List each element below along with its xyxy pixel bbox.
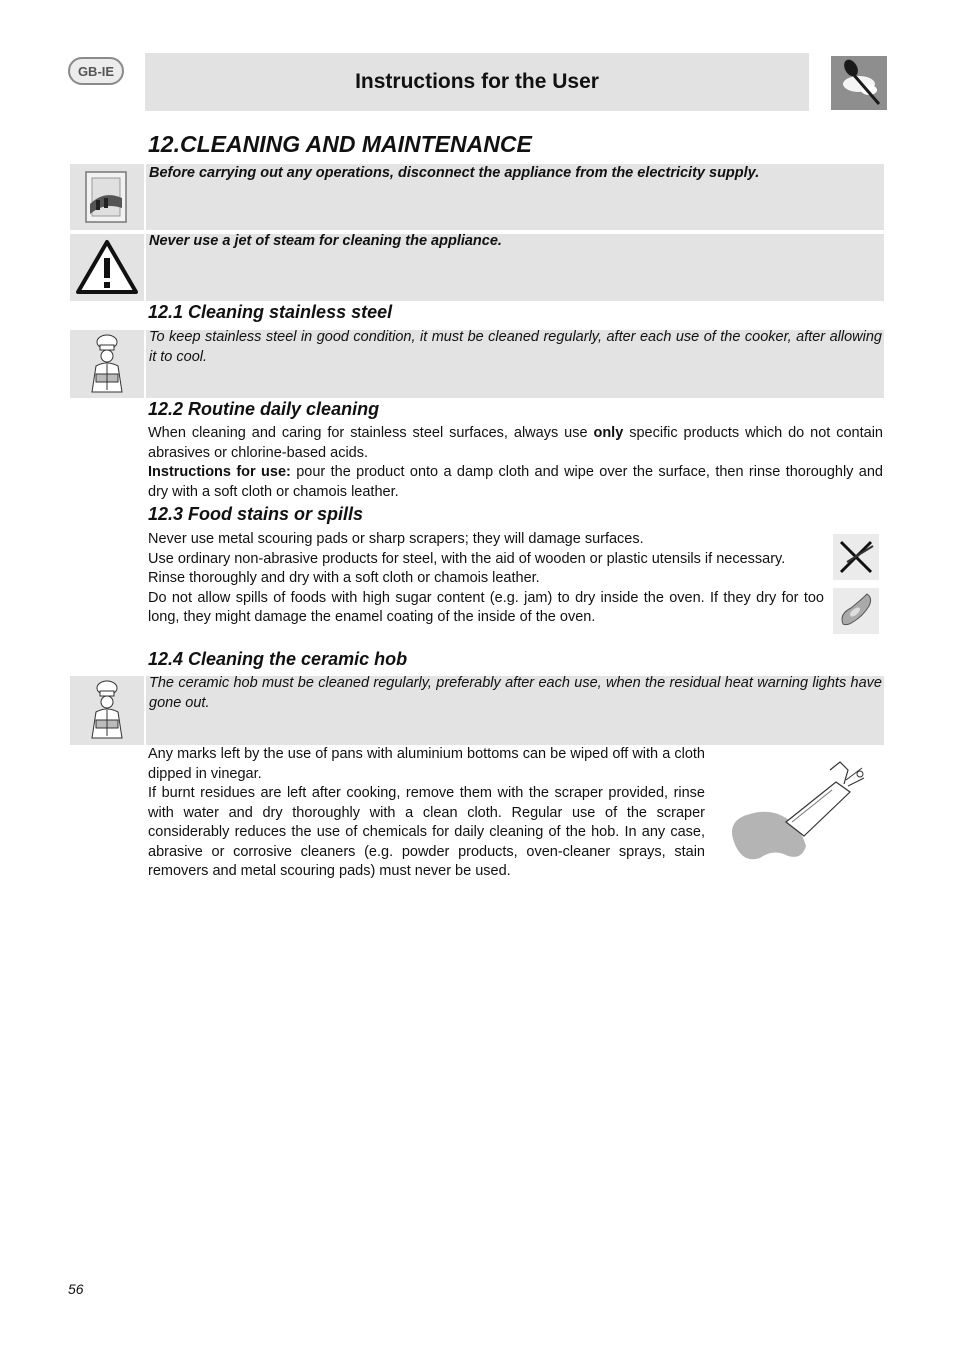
chef-icon-box-2 <box>70 676 144 745</box>
plug-socket-icon <box>70 164 144 230</box>
heading-ceramic-hob: 12.4 Cleaning the ceramic hob <box>148 649 408 669</box>
routine-cleaning-text <box>148 424 883 502</box>
ceramic-hob-note <box>146 676 884 745</box>
steam-warning-text: Never use a jet of steam for cleaning the appliance. <box>149 233 502 249</box>
food-stains-p3: Rinse thoroughly and dry with a soft cloth or chamois leather. <box>148 570 540 586</box>
disconnect-warning <box>146 164 884 230</box>
instructions-label: Instructions for use: <box>148 464 291 480</box>
plug-icon-box <box>70 164 144 230</box>
country-badge <box>68 57 124 85</box>
page-number: 56 <box>68 1281 84 1297</box>
disconnect-warning-text: Before carrying out any operations, disconnect the appliance from the electricity supply. <box>149 165 760 181</box>
steam-warning <box>146 234 884 301</box>
sponge-cloth-icon <box>833 588 879 634</box>
chef-icon <box>70 676 144 745</box>
header-bar <box>145 53 809 111</box>
ceramic-hob-p2: If burnt residues are left after cooking, remove them with the scraper provided, rinse with water and dry thoroughly with a clean cloth. Regular use of the scraper considerably reduces the use of chemicals for daily cleaning of the hob. In any case, abrasive or corrosive cleaners (e.g. powder products, oven-cleaner sprays, stain removers and metal scouring pads) must never be used. <box>148 785 705 879</box>
chef-icon <box>70 330 144 398</box>
heading-routine-daily-cleaning: 12.2 Routine daily cleaning <box>148 399 380 419</box>
ceramic-hob-note-text: The ceramic hob must be cleaned regularly, preferably after each use, when the residual heat warning lights have gone out. <box>149 675 882 711</box>
ceramic-hob-p1: Any marks left by the use of pans with aluminium bottoms can be wiped off with a cloth dipped in vinegar. <box>148 746 705 782</box>
chef-icon-box <box>70 330 144 398</box>
instructions-text: pour the product onto a damp cloth and wipe over the surface, then rinse thoroughly and dry with a soft cloth or chamois leather. <box>148 464 883 500</box>
country-badge-label: GB-IE <box>77 63 115 79</box>
heading-cleaning-stainless-steel: 12.1 Cleaning stainless steel <box>148 302 393 322</box>
routine-p1-end: specific products which do not contain abrasives or chlorine-based acids. <box>148 425 883 461</box>
chef-spoon-logo-icon <box>831 56 887 110</box>
section-title: 12.CLEANING AND MAINTENANCE <box>148 131 532 157</box>
food-stains-text <box>148 530 824 628</box>
routine-paragraph-2 <box>148 463 883 502</box>
food-stains-p1: Never use metal scouring pads or sharp scrapers; they will damage surfaces. <box>148 531 644 547</box>
stainless-steel-note-text: To keep stainless steel in good condition, it must be cleaned regularly, after each use of the cooker, after allowing it to cool. <box>149 329 882 365</box>
routine-p1-start: When cleaning and caring for stainless steel surfaces, always use <box>148 425 594 441</box>
routine-p1-emphasis: only <box>593 425 624 441</box>
no-scraper-icon <box>833 534 879 580</box>
header-title: Instructions for the User <box>355 70 599 93</box>
stainless-steel-note <box>146 330 884 398</box>
routine-paragraph-1 <box>148 424 883 463</box>
hob-scraper-icon <box>728 760 868 870</box>
food-stains-p4: Do not allow spills of foods with high sugar content (e.g. jam) to dry inside the oven. If they dry for too long, they might damage the enamel coating of the inside of the oven. <box>148 589 824 625</box>
warning-triangle-icon <box>70 234 144 301</box>
food-stains-p2: Use ordinary non-abrasive products for steel, with the aid of wooden or plastic utensils if necessary. <box>148 550 786 567</box>
heading-food-stains: 12.3 Food stains or spills <box>148 504 364 524</box>
ceramic-hob-text <box>148 745 705 882</box>
warning-icon-box <box>70 234 144 301</box>
